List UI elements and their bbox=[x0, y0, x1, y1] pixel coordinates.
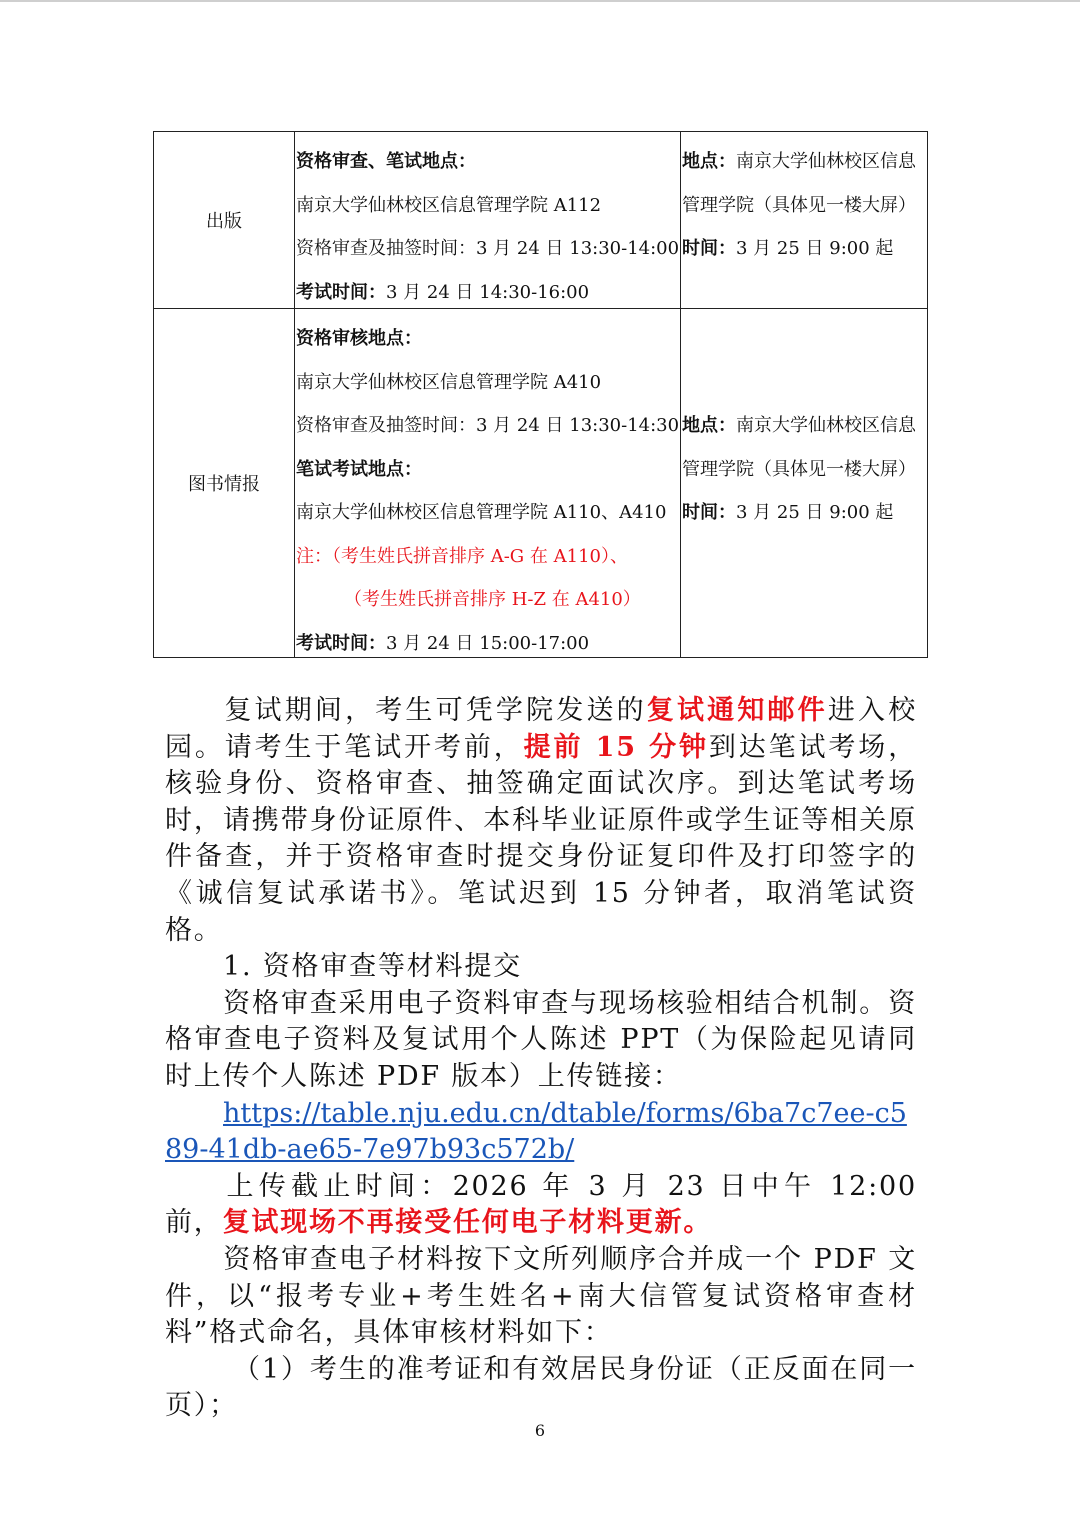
cell-value: 3 月 25 日 9:00 起 bbox=[736, 238, 894, 259]
note-line: （考生姓氏拼音排序 H-Z 在 A410） bbox=[344, 589, 641, 610]
list-item bbox=[165, 1352, 917, 1425]
department-cell: 出版 bbox=[206, 211, 242, 232]
text-run: 资格审查电子材料按下文所列顺序合并成一个 PDF 文件，以“报考专业+考生姓名+南大信管复试资格审查材料”格式命名，具体审核材料如下： bbox=[165, 1243, 917, 1349]
text-run: 复试期间，考生可凭学院发送的 bbox=[223, 695, 647, 726]
cell-line bbox=[682, 140, 928, 184]
note-line: 注：（考生姓氏拼音排序 A-G 在 A110）、 bbox=[296, 545, 628, 567]
cell-value: 3 月 24 日 15:00-17:00 bbox=[386, 632, 590, 654]
column-divider bbox=[680, 132, 681, 308]
section-heading bbox=[165, 949, 917, 986]
paragraph-materials bbox=[165, 1242, 917, 1352]
table-row bbox=[153, 131, 928, 309]
column-divider bbox=[294, 309, 295, 657]
page-number: 6 bbox=[534, 1421, 546, 1440]
text-run: 到达笔试考场，核验身份、资格审查、抽签确定面试次序。到达笔试考场时，请携带身份证原件、本科毕业证原件或学生证等相关原件备查，并于资格审查时提交身份证复印件及打印签字的《诚信复试承诺书》。笔试迟到 15 分钟者，取消笔试资格。 bbox=[165, 731, 917, 946]
cell-label: 地点： bbox=[682, 151, 736, 172]
cell-line: 资格审查及抽签时间：3 月 24 日 13:30-14:30 bbox=[296, 415, 680, 436]
text-run: 进入校园。请考生于笔试开考前， bbox=[165, 695, 917, 763]
cell-label: 时间： bbox=[682, 502, 736, 523]
highlight-text: 提前 15 分钟 bbox=[523, 731, 709, 763]
cell-line bbox=[682, 491, 928, 535]
cell-value: 南京大学仙林校区信息 bbox=[736, 415, 916, 436]
cell-line: 管理学院（具体见一楼大屏） bbox=[682, 458, 916, 480]
paragraph-upload bbox=[165, 986, 917, 1096]
highlight-text: 复试通知邮件 bbox=[646, 695, 828, 726]
page-top-border bbox=[0, 0, 1080, 2]
cell-line: 笔试考试地点： bbox=[296, 458, 422, 480]
schedule-table bbox=[153, 131, 928, 658]
cell-label: 考试时间： bbox=[296, 632, 386, 654]
column-divider bbox=[680, 309, 681, 657]
cell-line bbox=[296, 622, 680, 666]
text-run: 资格审查采用电子资料审查与现场核验相结合机制。资格审查电子资料及复试用个人陈述 PPT（为保险起见请同时上传个人陈述 PDF 版本）上传链接： bbox=[165, 987, 917, 1092]
written-exam-cell bbox=[296, 140, 680, 314]
paragraph-deadline bbox=[165, 1169, 917, 1242]
upload-link[interactable]: https://table.nju.edu.cn/dtable/forms/6ba7c7ee-c589-41db-ae65-7e97b93c572b/ bbox=[165, 1097, 907, 1166]
interview-cell bbox=[682, 140, 928, 271]
cell-line bbox=[682, 227, 928, 271]
document-body bbox=[165, 693, 917, 1425]
text-run: （1）考生的准考证和有效居民身份证（正反面在同一页）； bbox=[165, 1353, 917, 1422]
cell-line: 资格审查、笔试地点： bbox=[296, 151, 476, 172]
text-run: 上传截止时间：2026 年 3 月 23 日中午 12:00 前， bbox=[165, 1170, 917, 1239]
department-cell: 图书情报 bbox=[188, 474, 260, 495]
cell-line: 南京大学仙林校区信息管理学院 A110、A410 bbox=[296, 502, 667, 523]
heading-text: 1. 资格审查等材料提交 bbox=[223, 951, 522, 983]
paragraph-link bbox=[165, 1096, 917, 1169]
cell-line bbox=[682, 404, 928, 448]
paragraph-entry-notice bbox=[165, 693, 917, 949]
cell-label: 时间： bbox=[682, 238, 736, 259]
written-exam-cell bbox=[296, 317, 680, 665]
cell-value: 3 月 25 日 9:00 起 bbox=[736, 502, 894, 523]
cell-label: 考试时间： bbox=[296, 281, 386, 303]
cell-line: 南京大学仙林校区信息管理学院 A112 bbox=[296, 194, 602, 216]
highlight-text: 复试现场不再接受任何电子材料更新。 bbox=[222, 1207, 713, 1239]
cell-line: 管理学院（具体见一楼大屏） bbox=[682, 194, 916, 216]
column-divider bbox=[294, 132, 295, 308]
interview-cell bbox=[682, 404, 928, 535]
table-row bbox=[153, 308, 928, 658]
cell-value: 南京大学仙林校区信息 bbox=[736, 151, 916, 172]
cell-line: 南京大学仙林校区信息管理学院 A410 bbox=[296, 371, 602, 393]
cell-value: 3 月 24 日 14:30-16:00 bbox=[386, 281, 590, 303]
cell-line: 资格审核地点： bbox=[296, 328, 422, 349]
cell-line: 资格审查及抽签时间：3 月 24 日 13:30-14:00 bbox=[296, 238, 680, 259]
cell-label: 地点： bbox=[682, 415, 736, 436]
